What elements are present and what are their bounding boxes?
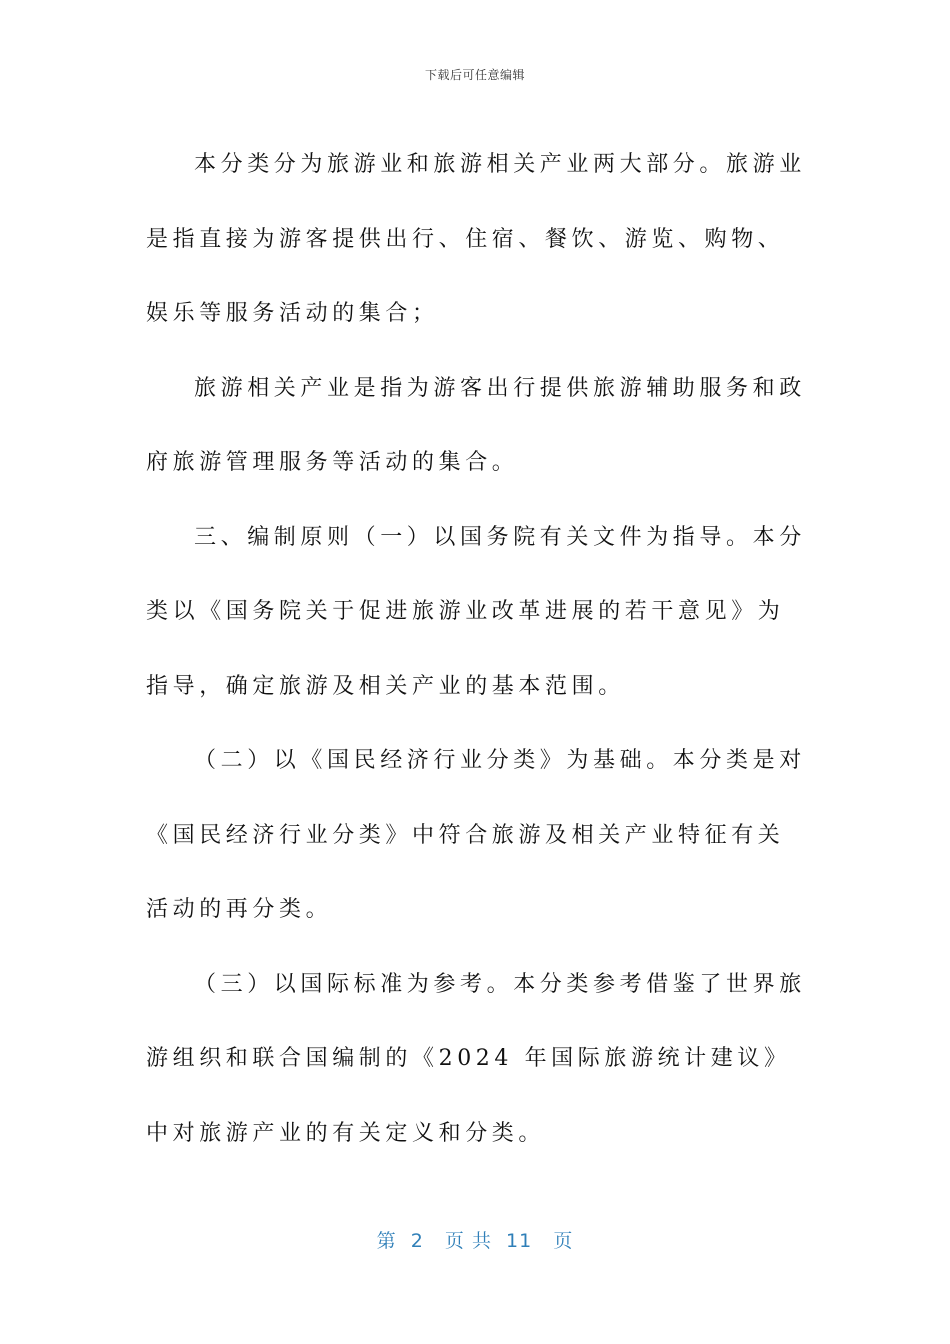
page-number-footer: 第 2 页 共 11 页 bbox=[376, 1230, 574, 1252]
paragraph-tourism-definition: 本分类分为旅游业和旅游相关产业两大部分。旅游业是指直接为游客提供出行、住宿、餐饮、游览、购物、娱乐等服务活动的集合； bbox=[146, 152, 806, 326]
header-note: 下载后可任意编辑 bbox=[424, 68, 525, 82]
paragraph-principle-one: 三、编制原则（一）以国务院有关文件为指导。本分类以《国务院关于促进旅游业改革进展的若干意见》为指导，确定旅游及相关产业的基本范围。 bbox=[146, 524, 806, 699]
paragraph-related-industries: 旅游相关产业是指为游客出行提供旅游辅助服务和政府旅游管理服务等活动的集合。 bbox=[146, 375, 806, 475]
document-body bbox=[146, 128, 806, 1171]
paragraph-principle-three: （三）以国际标准为参考。本分类参考借鉴了世界旅游组织和联合国编制的《2024 年国际旅游统计建议》中对旅游产业的有关定义和分类。 bbox=[146, 971, 806, 1146]
paragraph-principle-two: （二）以《国民经济行业分类》为基础。本分类是对《国民经济行业分类》中符合旅游及相关产业特征有关活动的再分类。 bbox=[146, 748, 806, 922]
